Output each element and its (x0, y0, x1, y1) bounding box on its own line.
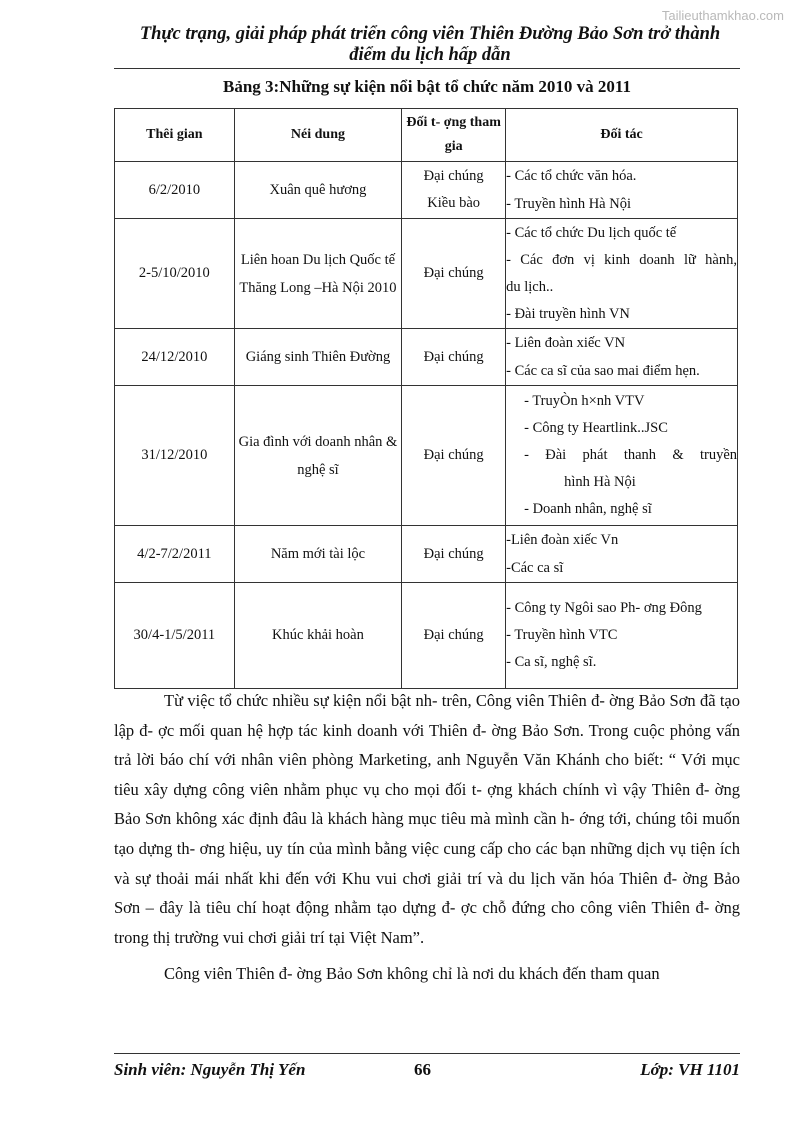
cell-content: Xuân quê hương (234, 162, 401, 219)
footer-class: Lớp: VH 1101 (640, 1060, 740, 1079)
header-divider (114, 68, 740, 69)
partner-line: - Doanh nhân, nghệ sĩ (524, 501, 652, 517)
partner-line: - Các tổ chức văn hóa. (506, 168, 637, 184)
audience-line: Đại chúng (423, 447, 484, 463)
page-number: 66 (414, 1060, 431, 1079)
watermark: Tailieuthamkhao.com (661, 8, 784, 23)
cell-audience (402, 583, 506, 689)
table-title: Bảng 3:Những sự kiện nổi bật tổ chức năm 2010 và 2011 (223, 77, 631, 96)
header-audience-line2: gia (444, 139, 463, 154)
table-header-row (115, 109, 738, 162)
paragraph-2: Công viên Thiên đ- ờng Bảo Sơn không chỉ là nơi du khách đến tham quan (164, 964, 660, 984)
partner-line: - Đài phát thanh & truyền (524, 447, 737, 463)
partner-line: - Ca sĩ, nghệ sĩ. (506, 654, 597, 670)
partner-line: - Các đơn vị kinh doanh lữ hành, (506, 251, 737, 268)
cell-content: Liên hoan Du lịch Quốc tế Thăng Long –Hà Nội 2010 (234, 219, 401, 329)
cell-content: Khúc khải hoàn (234, 583, 401, 689)
cell-partners (506, 386, 738, 526)
partner-line: - Truyền hình VTC (506, 627, 618, 643)
cell-time: 6/2/2010 (115, 162, 235, 219)
table-row (115, 329, 738, 386)
audience-line: Đại chúng (423, 348, 484, 365)
partner-line: - Công ty Heartlink..JSC (524, 420, 668, 436)
cell-content: Gia đình với doanh nhân & nghệ sĩ (234, 386, 401, 526)
partner-line: - Các tổ chức Du lịch quốc tế (506, 224, 677, 241)
paragraph-1: Từ việc tổ chức nhiều sự kiện nổi bật nh- trên, Công viên Thiên đ- ờng Bảo Sơn đã tạo lập đ- ợc mối quan hệ hợp tác kinh doanh với Thiên đ- ờng Bảo Sơn. Trong cuộc phỏng vấn trả lời báo chí với nhân viên phòng Marketing, anh Nguyễn Văn Khánh cho biết: “ Với mục tiêu xây dựng công viên nhằm phục vụ cho mọi đối t- ợng khách chính vì vậy Thiên đ- ờng Bảo Sơn không xác định đâu là khách hàng mục tiêu mà mình cần h- ớng tới, chúng tôi muốn tạo dựng th- ơng hiệu, uy tín của mình bằng việc cung cấp cho các bạn những dịch vụ tiện ích và sự thoải mái nhất khi đến với Khu vui chơi giải trí và du lịch văn hóa Thiên đ- ờng Bảo Sơn – đây là tiêu chí hoạt động nhằm tạo dựng đ- ợc chỗ đứng cho công viên Thiên đ- ờng trong thị trường vui chơi giải trí tại Việt Nam”. (114, 691, 740, 947)
cell-time: 2-5/10/2010 (115, 219, 235, 329)
cell-audience (402, 329, 506, 386)
cell-time: 30/4-1/5/2011 (115, 583, 235, 689)
audience-line: Kiều bào (427, 195, 481, 211)
audience-line: Đại chúng (423, 265, 484, 281)
footer-divider (114, 1053, 740, 1054)
cell-partners (506, 162, 738, 219)
events-table (114, 108, 738, 689)
table-row (115, 219, 738, 329)
partner-line: - Truyền hình Hà Nội (506, 196, 631, 212)
partner-line: - Liên đoàn xiếc VN (506, 335, 626, 351)
table-row (115, 583, 738, 689)
cell-time: 24/12/2010 (115, 329, 235, 386)
footer-student: Sinh viên: Nguyễn Thị Yến (114, 1060, 306, 1079)
body-text (114, 686, 740, 989)
partner-line: - TruyÒn h×nh VTV (524, 393, 645, 409)
audience-line: Đại chúng (423, 627, 484, 643)
partner-line: - Đài truyền hình VN (506, 305, 630, 322)
cell-partners (506, 526, 738, 583)
partner-line: - Các ca sĩ của sao mai điểm hẹn. (506, 363, 700, 379)
cell-content: Năm mới tài lộc (234, 526, 401, 583)
audience-line: Đại chúng (423, 168, 484, 184)
partner-line: hình Hà Nội (564, 474, 636, 490)
cell-audience (402, 386, 506, 526)
partner-line: -Liên đoàn xiếc Vn (506, 532, 619, 548)
table-row (115, 162, 738, 219)
header-audience-line1: Đối t- ợng tham (406, 115, 501, 130)
header-partners: Đối tác (506, 109, 738, 162)
cell-partners (506, 329, 738, 386)
cell-content: Giáng sinh Thiên Đường (234, 329, 401, 386)
header-content: Néi dung (234, 109, 401, 162)
header-title-line1: Thực trạng, giải pháp phát triển công viên Thiên Đường Bảo Sơn trở thành (139, 24, 721, 44)
table-row (115, 526, 738, 583)
cell-audience (402, 526, 506, 583)
cell-time: 31/12/2010 (115, 386, 235, 526)
page-header-title (110, 24, 750, 66)
partner-line: -Các ca sĩ (506, 560, 564, 576)
partner-line: - Công ty Ngôi sao Ph- ơng Đông (506, 600, 702, 616)
partner-line: du lịch.. (506, 278, 554, 295)
header-time: Thêi gian (115, 109, 235, 162)
cell-partners (506, 219, 738, 329)
cell-partners (506, 583, 738, 689)
cell-audience (402, 162, 506, 219)
cell-audience (402, 219, 506, 329)
header-title-line2: điểm du lịch hấp dẫn (349, 45, 511, 65)
cell-time: 4/2-7/2/2011 (115, 526, 235, 583)
audience-line: Đại chúng (423, 545, 484, 562)
table-row (115, 386, 738, 526)
header-audience (402, 109, 506, 162)
